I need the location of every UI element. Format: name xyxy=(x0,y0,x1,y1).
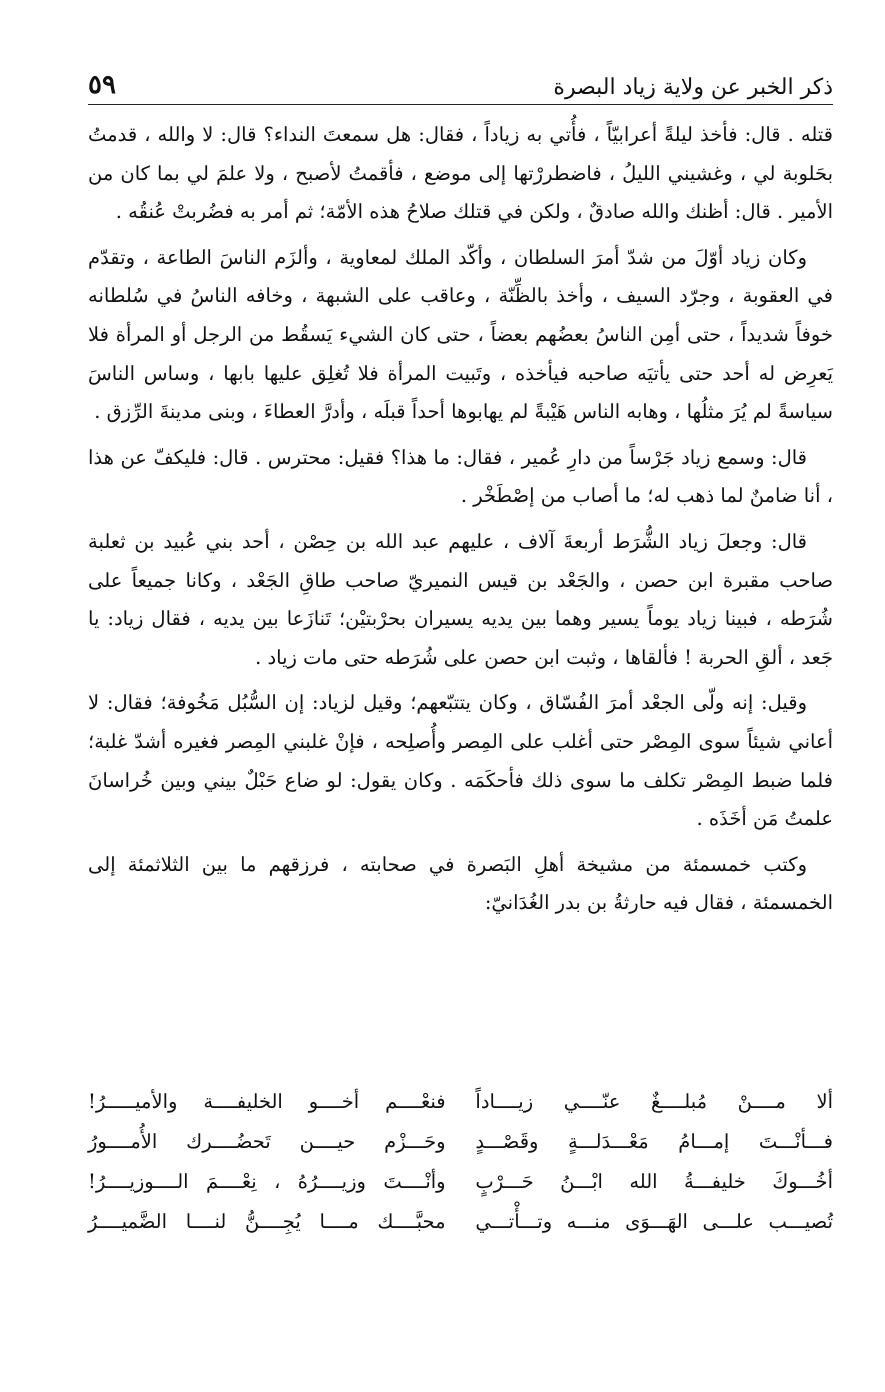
verse-first-hemistich: تُصيـــب علـــى الهَـــوَى منـــه وتـــأْتـــي xyxy=(475,1210,833,1233)
verse-first-hemistich: أخُـــوكَ خليفـــةُ الله ابْـــنُ حَـــرْبٍ xyxy=(475,1170,833,1193)
running-title: ذكر الخبر عن ولاية زياد البصرة xyxy=(553,75,833,100)
verse-second-hemistich: وحَـــزْم حيــــن تَحضُــــرك الأُمــــورُ xyxy=(88,1130,446,1153)
paragraph: وكتب خمسمئة من مشيخة أهلِ البَصرة في صحابته ، فرزقهم ما بين الثلاثمئة إلى الخمسمئة ، فقال فيه حارثةُ بن بدر الغُدَانيّ: xyxy=(88,852,833,915)
paragraph: وكان زياد أوّلَ من شدّ أمرَ السلطان ، وأكّد الملك لمعاوية ، وألزَم الناسَ الطاعة ، وتقدّم في العقوبة ، وجرّد السيف ، وأخذ بالظِّنّة ، وعاقب على الشبهة ، وخافه الناسُ في سُلطانه خوفاً شديداً ، حتى أمِن الناسُ بعضُهم بعضاً ، حتى كان الشيء يَسقُط من الرجل أو المرأة فلا يَعرِض له أحد حتى يأتيَه صاحبه فيأخذه ، وتَبيت المرأة فلا تُغلِق عليها بابها ، وساس الناسَ سياسةً لم يُرَ مثلُها ، وهابه الناس هَيْبةً لم يهابوها أحداً قبلَه ، وأدرَّ العطاءَ ، وبنى مدينةَ الرِّزق . xyxy=(88,245,833,424)
paragraph: قال: وسمع زياد جَرْساً من دارِ عُمير ، فقال: ما هذا؟ فقيل: محترس . قال: فليكفّ عن هذا ، أنا ضامنٌ لما ذهب له؛ ما أصاب من إصْطَخْر . xyxy=(88,445,833,508)
poem xyxy=(88,1082,833,1242)
verse-first-hemistich: ألا مــــنْ مُبلــــغٌ عنّــــي زيــــاداً xyxy=(475,1090,833,1113)
page-header xyxy=(88,58,833,105)
verse-second-hemistich: فنعْــــم أخــــو الخليفــــة والأميـــــرُ! xyxy=(88,1090,446,1113)
verse xyxy=(88,1162,833,1202)
paragraph: قتله . قال: فأخذ ليلةً أعرابيّاً ، فأُتي به زياداً ، فقال: هل سمعتَ النداء؟ قال: لا والله ، قدمتُ بحَلوبة لي ، وغشيني الليلُ ، فاضطررْتها إلى موضع ، فأقمتُ لأصبح ، ولا علمَ لي بما كان من الأمير . قال: أظنك والله صادقٌ ، ولكن في قتلك صلاحُ هذه الأمّة؛ ثم أمر به فضُربتْ عُنقُه . xyxy=(88,123,833,224)
page-number: ٥٩ xyxy=(88,70,116,100)
verse xyxy=(88,1202,833,1242)
verse-second-hemistich: وأنْــــتَ وزيــــرُهُ ، نِعْــــمَ الــــوزيــــرُ! xyxy=(88,1170,446,1193)
verse xyxy=(88,1122,833,1162)
page-body xyxy=(88,116,833,930)
paragraph: وقيل: إنه ولّى الجعْد أمرَ الفُسّاق ، وكان يتتبّعهم؛ وقيل لزياد: إن السُّبُل مَخُوفة؛ فقال: لا أعاني شيئاً سوى المِصْر حتى أغلب على المِصر وأُصلِحه ، فإنْ غلبني المِصر فغيره أشدّ غلبة؛ فلما ضبط المِصْر تكلف ما سوى ذلك فأحكَمَه . وكان يقول: لو ضاع حَبْلٌ بيني وبين خُراسانَ علمتُ مَن أخَذَه . xyxy=(88,691,833,831)
verse xyxy=(88,1082,833,1122)
verse-second-hemistich: محبَّــــك مــــا يُجِــــنُّ لنــــا الضَّميــــرُ xyxy=(88,1210,446,1233)
verse-first-hemistich: فـــأنْـــتَ إمـــامُ مَعْـــدَلـــةٍ وقَصْـــدٍ xyxy=(475,1130,833,1153)
paragraph: قال: وجعلَ زياد الشُّرَط أربعةَ آلاف ، عليهم عبد الله بن حِصْن ، أحد بني عُبيد بن ثعلبة صاحب مقبرة ابن حصن ، والجَعْد بن قيس النميريّ صاحب طاقِ الجَعْد ، وكانا جميعاً على شُرَطه ، فبينا زياد يوماً يسير وهما بين يديه يسيران بحرْبتيْن؛ تَنازَعا بين يديه ، فقال زياد: يا جَعد ، ألقِ الحربة ! فألقاها ، وثبت ابن حصن على شُرَطه حتى مات زياد . xyxy=(88,529,833,669)
